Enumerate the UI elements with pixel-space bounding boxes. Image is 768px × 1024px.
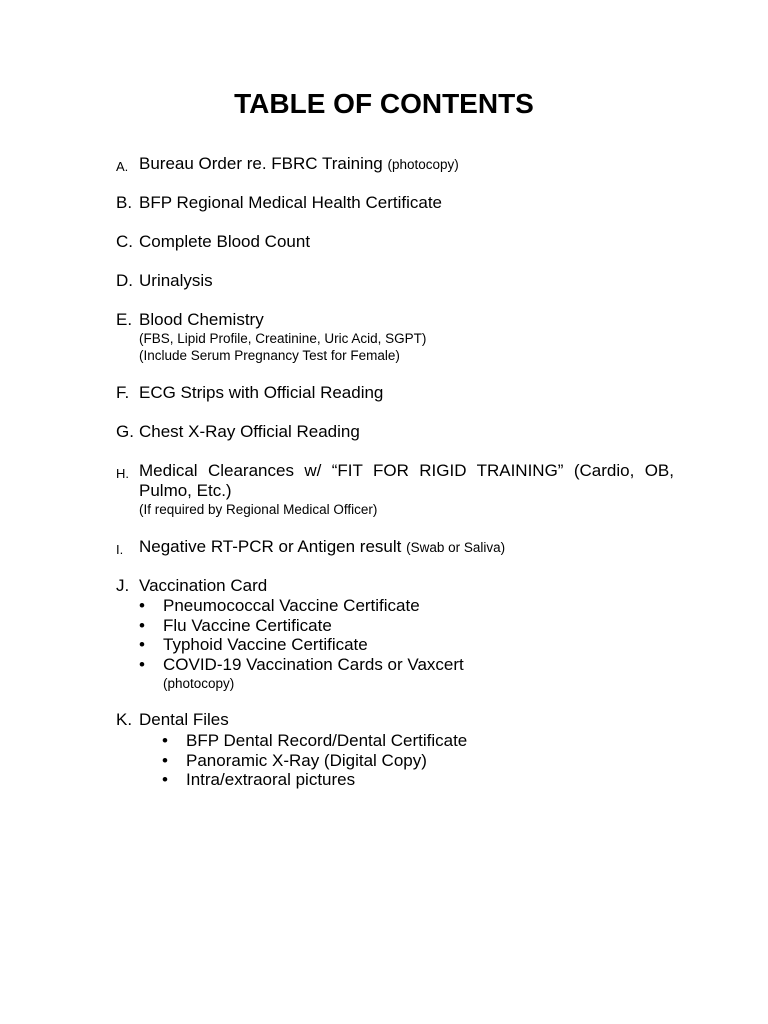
bullet-icon: • (139, 635, 145, 654)
item-text: BFP Regional Medical Health Certificate (139, 193, 442, 212)
item-text: Negative RT-PCR or Antigen result (139, 537, 402, 556)
item-letter: C. (116, 232, 133, 251)
list-item (162, 731, 686, 751)
item-text-wrap (139, 154, 679, 175)
bullet-icon: • (162, 731, 168, 750)
item-text: ECG Strips with Official Reading (139, 383, 384, 402)
item-note: (photocopy) (387, 157, 459, 172)
list-item-text: BFP Dental Record/Dental Certificate (186, 731, 468, 750)
item-text: Blood Chemistry (139, 310, 264, 329)
list-item (139, 635, 663, 655)
bullet-icon: • (139, 596, 145, 615)
list-item-text: Intra/extraoral pictures (186, 770, 356, 789)
list-item (162, 750, 686, 771)
list-item-text: Panoramic X-Ray (Digital Copy) (186, 750, 427, 770)
page-title: TABLE OF CONTENTS (234, 88, 534, 119)
item-letter: D. (116, 271, 133, 290)
item-letter: J. (116, 576, 130, 595)
item-letter: A. (116, 159, 129, 174)
item-text: Complete Blood Count (139, 232, 311, 251)
bullet-list (162, 731, 686, 790)
item-text: Urinalysis (139, 271, 213, 290)
item-text-line1: Medical Clearances w/ “FIT FOR RIGID TRAINING” (Cardio, OB, (139, 461, 674, 480)
bullet-icon: • (162, 750, 168, 770)
list-item-text: COVID-19 Vaccination Cards or Vaxcert (163, 654, 464, 674)
item-letter: B. (116, 193, 133, 212)
bullet-icon: • (139, 654, 145, 674)
item-text-line2: Pulmo, Etc.) (139, 481, 232, 500)
bullet-icon: • (162, 770, 168, 789)
bullet-list (139, 596, 663, 694)
item-text: Vaccination Card (139, 576, 268, 595)
item-subtext: (FBS, Lipid Profile, Creatinine, Uric Acid, SGPT) (139, 331, 427, 346)
item-text-wrap (139, 537, 679, 558)
bullet-icon: • (139, 615, 145, 635)
item-letter: F. (116, 383, 130, 402)
item-text: Bureau Order re. FBRC Training (139, 154, 383, 173)
item-letter: G. (116, 422, 134, 441)
item-text: Chest X-Ray Official Reading (139, 422, 360, 441)
item-note: (Swab or Saliva) (406, 540, 506, 555)
list-item (162, 770, 686, 790)
item-text: Dental Files (139, 710, 229, 729)
list-item-text: Flu Vaccine Certificate (163, 615, 332, 635)
list-item (139, 596, 663, 616)
item-body (139, 310, 679, 364)
item-body (139, 461, 674, 518)
list-item-note: (photocopy) (163, 676, 235, 691)
item-letter: K. (116, 710, 133, 729)
list-item-text: Pneumococcal Vaccine Certificate (163, 596, 420, 615)
list-item-text: Typhoid Vaccine Certificate (163, 635, 368, 654)
item-letter: I. (116, 542, 124, 557)
list-item (139, 615, 663, 636)
item-letter: E. (116, 310, 133, 329)
item-letter: H. (116, 466, 129, 481)
list-item (139, 654, 663, 675)
item-subtext: (Include Serum Pregnancy Test for Female) (139, 348, 400, 363)
item-subtext: (If required by Regional Medical Officer) (139, 502, 378, 517)
